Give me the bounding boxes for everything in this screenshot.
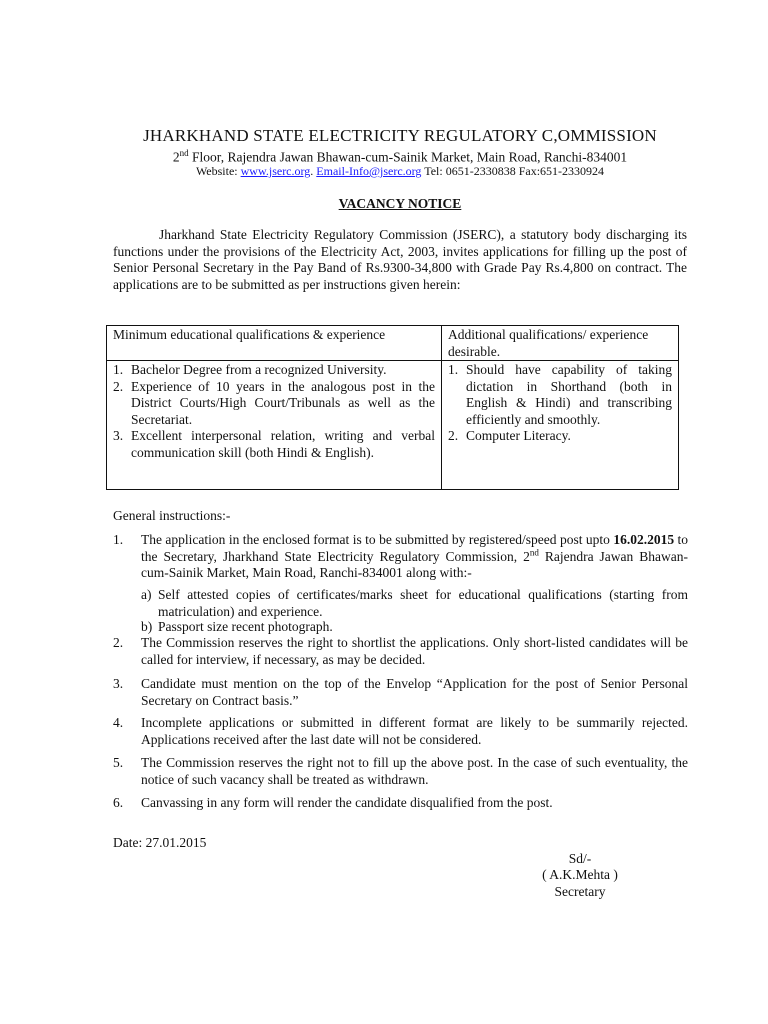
address-floor-number: 2 [172,149,180,165]
instruction-text: The Commission reserves the right to shortlist the applications. Only short-listed candidates will be called for interview, if necessary, as may be decided. [141,635,688,667]
instruction-item-1 [113,532,688,582]
ordinal-suffix: nd [529,547,539,557]
min-qualifications-list [113,362,435,461]
col-min-qualifications-header: Minimum educational qualifications & experience [107,326,442,361]
list-item [448,362,672,428]
instruction-text: Candidate must mention on the top of the Envelop “Application for the post of Senior Personal Secretary on Contract basis.” [141,676,688,708]
address-floor-suffix: nd [179,148,189,158]
instruction-text [141,532,688,582]
list-number: 1. [113,362,124,377]
signatory-designation: Secretary [554,884,606,899]
sub-item-letter: a) [141,587,152,602]
website-label: Website: [195,164,241,178]
intro-paragraph [113,227,687,293]
list-text: Bachelor Degree from a recognized University. [131,362,387,377]
instruction-sub-item-b [141,619,688,636]
sub-item-text: Self attested copies of certificates/marks sheet for educational qualifications (starting from matriculation) and experience. [158,587,688,619]
col-additional-qualifications-header: Additional qualifications/ experience desirable. [442,326,679,361]
phone-fax: Tel: 0651-2330838 Fax:651-2330924 [421,164,605,178]
contact-separator: . [310,164,317,178]
signatory-name: ( A.K.Mehta ) [542,867,618,882]
list-number: 3. [113,428,124,443]
signature-sd: Sd/- [568,851,592,866]
list-number: 2. [448,428,459,443]
general-instructions-title: General instructions:- [113,508,231,523]
qualifications-table [106,325,679,490]
sub-item-letter: b) [141,619,153,634]
instruction-text-part: to the Secretary, Jharkhand State Electricity Regulatory Commission, 2 [141,532,688,564]
instruction-item-5 [113,755,688,788]
additional-qualifications-list [448,362,672,445]
list-item [113,379,435,429]
list-text: Excellent interpersonal relation, writing and verbal communication skill (both Hindi & English). [131,428,435,460]
website-link[interactable]: www.jserc.org [240,164,311,178]
instruction-number: 1. [113,532,124,547]
list-text: Should have capability of taking dictation in Shorthand (both in English & Hindi) and transcribing efficiently and smoothly. [466,362,672,427]
email-link[interactable]: Email-Info@jserc.org [316,164,422,178]
instruction-text: The Commission reserves the right not to fill up the above post. In the case of such eventuality, the notice of such vacancy shall be treated as withdrawn. [141,755,688,787]
list-number: 1. [448,362,459,377]
sub-item-text: Passport size recent photograph. [158,619,333,634]
organization-title: JHARKHAND STATE ELECTRICITY REGULATORY C,OMMISSION [143,126,657,145]
list-number: 2. [113,378,124,394]
list-text: Experience of 10 years in the analogous post in the District Courts/High Court/Tribunals as well as the Secretariat. [131,378,435,427]
contact-line [0,164,768,179]
address-text: Floor, Rajendra Jawan Bhawan-cum-Sainik Market, Main Road, Ranchi-834001 [188,149,628,165]
instruction-item-2 [113,635,688,668]
intro-text: Jharkhand State Electricity Regulatory Commission (JSERC), a statutory body discharging its functions under the provisions of the Electricity Act, 2003, invites applications for filling up the post of Senior Personal Secretary in the Pay Band of Rs.9300-34,800 with Grade Pay Rs.4,800 on contract. The applications are to be submitted as per instructions given herein: [113,227,687,292]
table-row [107,361,679,490]
list-item [113,428,435,461]
deadline-date: 16.02.2015 [613,532,675,547]
additional-qualifications-cell [442,361,679,490]
instruction-number: 3. [113,676,124,691]
notice-heading: VACANCY NOTICE [338,196,462,211]
instruction-number: 2. [113,635,124,650]
list-text: Computer Literacy. [466,428,571,443]
instruction-item-4 [113,715,688,748]
organization-address [0,148,768,166]
instruction-text-part: Rajendra Jawan Bhawan-cum-Sainik Market, Main Road, Ranchi-834001 along with:- [141,548,688,580]
instruction-sub-item-a [141,587,688,620]
notice-date: Date: 27.01.2015 [113,835,207,850]
instruction-item-6 [113,795,688,812]
instruction-text: Canvassing in any form will render the candidate disqualified from the post. [141,795,553,810]
instruction-item-3 [113,676,688,709]
instruction-number: 5. [113,755,124,770]
list-item [113,362,435,379]
table-header-row [107,326,679,361]
instruction-number: 4. [113,715,124,730]
instruction-text-part: The application in the enclosed format is to be submitted by registered/speed post upto [141,532,614,547]
min-qualifications-cell [107,361,442,490]
list-item [448,428,672,445]
instruction-number: 6. [113,795,124,810]
instruction-text: Incomplete applications or submitted in different format are likely to be summarily rejected. Applications received after the last date will not be considered. [141,715,688,747]
